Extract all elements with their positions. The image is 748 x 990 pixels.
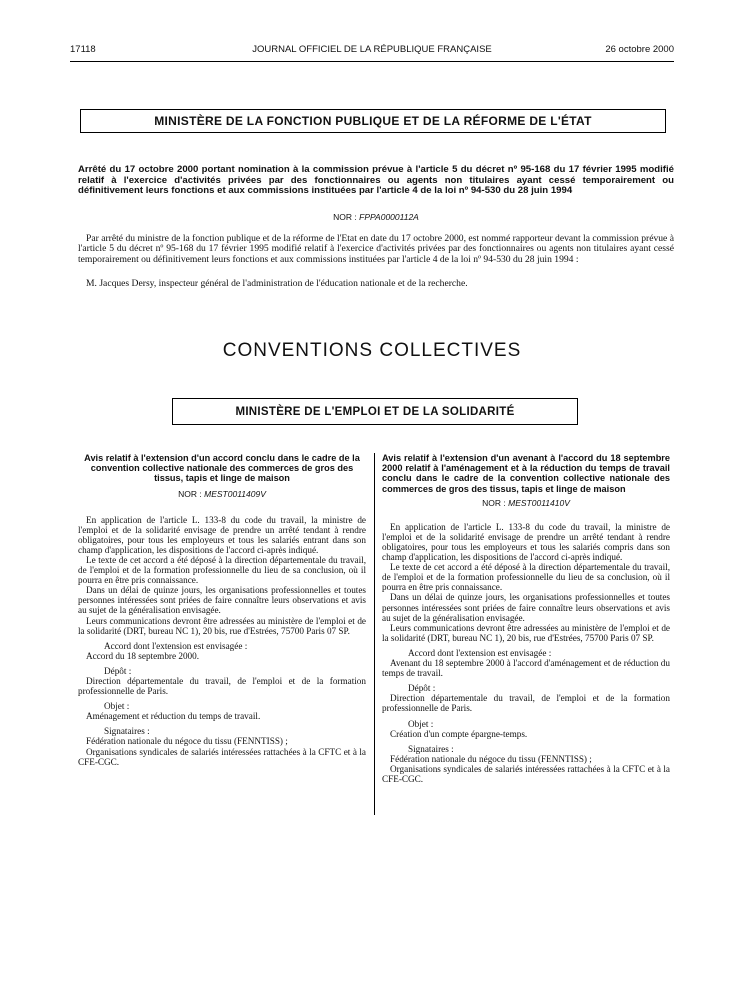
nor-code: MEST0011410V [508,497,570,508]
right-value-depot: Direction départementale du travail, de l'emploi et de la formation professionnelle de Paris. [382,693,670,714]
right-label-objet: Objet : [408,718,434,729]
section-heading: CONVENTIONS COLLECTIVES [222,340,522,361]
left-value-signataire: Fédération nationale du négoce du tissu (FENNTISS) ; [86,736,288,747]
right-paragraph: Le texte de cet accord a été déposé à la direction départementale du travail, de l'emploi et de la formation professionnelle du lieu de sa conclusion, où il pourra en être pris connaissance. [382,562,670,593]
left-label-signataires: Signataires : [104,726,150,737]
right-value-signataire: Organisations syndicales de salariés intéressées rattachées à la CFTC et à la CFE-CGC. [382,763,670,784]
nor-label: NOR : [333,212,357,222]
arrete-paragraph-1: Par arrêté du ministre de la fonction publique et de la réforme de l'Etat en date du 17 octobre 2000, est nommé rapporteur devant la commission prévue à l'article 5 du décret nº 95-168 du 17 février 1995 modifié relatif à l'exercice d'activités privées par des fonctionnaires ou agents non titulaires ayant cessé temporairement ou définitivement leurs fonctions et aux commissions instituées par l'article 4 de la loi nº 94-530 du 28 juin 1994 : [78,233,674,265]
right-label-accord: Accord dont l'extension est envisagée : [408,647,552,658]
left-paragraph: En application de l'article L. 133-8 du code du travail, la ministre de l'emploi et de la solidarité envisage de prendre un arrêté tendant à rendre obligatoires, pour tous les employeurs et tous les salariés entrant dans son champ d'application, les dispositions de l'accord ci-après indiqué. [78,514,366,555]
left-paragraph: Dans un délai de quinze jours, les organisations professionnelles et toutes personnes intéressées sont priées de faire connaître leurs observations et avis au sujet de la généralisation envisagée. [78,585,366,616]
ministry-box-fonction-publique: MINISTÈRE DE LA FONCTION PUBLIQUE ET DE LA RÉFORME DE L'ÉTAT [80,109,666,133]
right-value-objet: Création d'un compte épargne-temps. [390,728,528,739]
nor-label: NOR : [178,488,202,499]
right-value-signataire: Fédération nationale du négoce du tissu (FENNTISS) ; [390,753,592,764]
right-label-signataires: Signataires : [408,743,454,754]
right-value-accord: Avenant du 18 septembre 2000 à l'accord d'aménagement et de réduction du temps de travail. [382,658,670,679]
nor-code: MEST0011409V [204,488,266,499]
left-label-accord: Accord dont l'extension est envisagée : [104,640,248,651]
right-paragraph: Leurs communications devront être adressées au ministère de l'emploi et de la solidarité (DRT, bureau NC 1), 20 bis, rue d'Estrées, 75700 Paris 07 SP. [382,622,670,643]
running-header [70,44,674,58]
nor-label: NOR : [482,497,506,508]
left-paragraph: Le texte de cet accord a été déposé à la direction départementale du travail, de l'emploi et de la formation professionnelle du lieu de sa conclusion, où il pourra en être pris connaissance. [78,554,366,586]
right-column [382,453,670,784]
left-paragraph: Leurs communications devront être adressées au ministère de l'emploi et de la solidarité (DRT, bureau NC 1), 20 bis, rue d'Estrées, 75700 Paris 07 SP. [78,615,366,636]
left-value-accord: Accord du 18 septembre 2000. [86,650,200,661]
arrete-title: Arrêté du 17 octobre 2000 portant nomination à la commission prévue à l'article 5 du décret nº 95-168 du 17 février 1995 modifié relatif à l'exercice d'activités privées par des fonctionnaires ou agents non titulaires ayant cessé temporairement ou définitivement leurs fonctions et aux commissions instituées par l'article 4 de la loi nº 94-530 du 28 juin 1994 [78,164,674,197]
left-value-signataire: Organisations syndicales de salariés intéressées rattachées à la CFTC et à la CFE-CGC. [78,746,366,767]
arrete-paragraph-2: M. Jacques Dersy, inspecteur général de l'administration de l'éducation nationale et de la recherche. [86,278,468,289]
nor-code: FPPA0000112A [359,212,419,222]
left-column [78,453,366,767]
column-divider [374,453,375,815]
right-label-depot: Dépôt : [408,683,436,694]
left-nor [78,489,366,499]
right-nor [382,498,670,508]
left-value-objet: Aménagement et réduction du temps de travail. [86,711,261,722]
page-number: 17118 [70,44,96,55]
ministry-box-emploi: MINISTÈRE DE L'EMPLOI ET DE LA SOLIDARITÉ [172,398,578,425]
left-label-objet: Objet : [104,701,130,712]
left-value-depot: Direction départementale du travail, de l'emploi et de la formation professionnelle de Paris. [78,676,366,697]
right-paragraph: Dans un délai de quinze jours, les organisations professionnelles et toutes personnes intéressées sont priées de faire connaître leurs observations et avis au sujet de la généralisation envisagée. [382,592,670,623]
journal-title: JOURNAL OFFICIEL DE LA RÉPUBLIQUE FRANÇAISE [252,44,492,55]
arrete-nor [78,212,674,222]
issue-date: 26 octobre 2000 [605,44,674,55]
right-paragraph: En application de l'article L. 133-8 du code du travail, la ministre de l'emploi et de la solidarité envisage de prendre un arrêté tendant à rendre obligatoires, pour tous les employeurs et tous les salariés compris dans son champ d'application, les dispositions de l'accord ci-après indiqué. [382,521,670,563]
left-label-depot: Dépôt : [104,665,132,676]
left-avis-title: Avis relatif à l'extension d'un accord conclu dans le cadre de la convention collective nationale des commerces de gros des tissus, tapis et linge de maison [84,453,360,484]
right-avis-title: Avis relatif à l'extension d'un avenant à l'accord du 18 septembre 2000 relatif à l'aménagement et à la réduction du temps de travail conclu dans le cadre de la convention collective nationale des commerces de gros des tissus, tapis et linge de maison [382,453,670,494]
header-rule [70,61,674,62]
